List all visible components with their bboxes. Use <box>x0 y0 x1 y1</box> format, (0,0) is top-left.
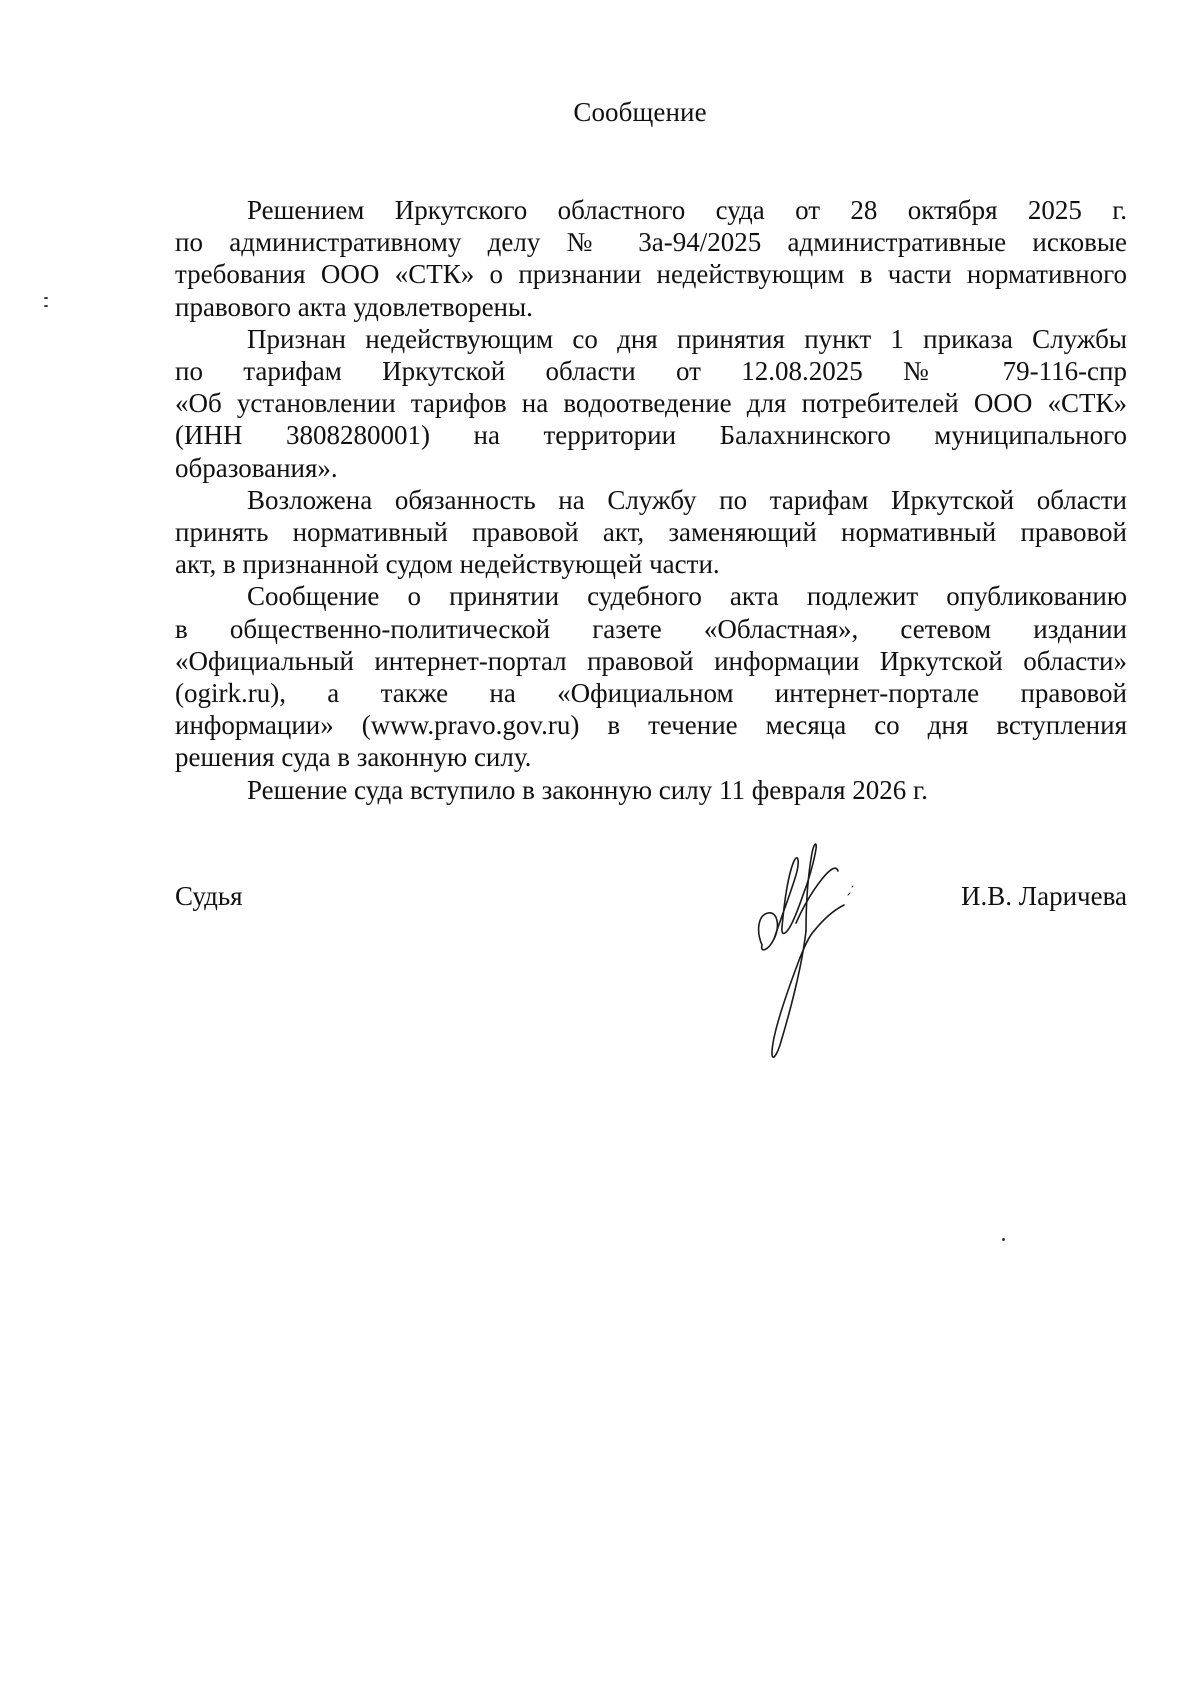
text-line: по тарифам Иркутской области от 12.08.2025 № 79-116-спр <box>175 356 1127 387</box>
text-line: Сообщение о принятии судебного акта подлежит опубликованию <box>247 581 1127 612</box>
paragraph-obligation <box>175 484 1127 581</box>
paragraph-decision <box>175 194 1127 323</box>
signer-role: Судья <box>175 881 243 911</box>
text-line: информации» (www.pravo.gov.ru) в течение месяца со дня вступления <box>175 710 1127 741</box>
text-line: принять нормативный правовой акт, заменяющий нормативный правовой <box>175 517 1127 548</box>
text-line: Признан недействующим со дня принятия пункт 1 приказа Службы <box>247 323 1127 354</box>
text-line: требования ООО «СТК» о признании недействующим в части нормативного <box>175 259 1127 290</box>
paragraph-effective-date <box>175 774 1127 806</box>
scan-speck <box>44 305 48 307</box>
text-line: в общественно-политической газете «Областная», сетевом издании <box>175 613 1127 644</box>
text-line: Решением Иркутского областного суда от 28 октября 2025 г. <box>247 195 1127 225</box>
document-body <box>175 194 1127 806</box>
text-line: Решение суда вступило в законную силу 11 февраля 2026 г. <box>247 774 928 805</box>
text-line: (ogirk.ru), а также на «Официальном интернет-портале правовой <box>175 678 1127 709</box>
text-line: (ИНН 3808280001) на территории Балахнинского муниципального <box>175 420 1127 451</box>
text-line: «Официальный интернет-портал правовой информации Иркутской области» <box>175 645 1127 676</box>
text-line: решения суда в законную силу. <box>175 742 532 773</box>
document-title: Сообщение <box>573 97 707 127</box>
signer-name: И.В. Ларичева <box>961 881 1127 911</box>
text-line: акт, в признанной судом недействующей части. <box>175 549 720 580</box>
paragraph-invalidated <box>175 323 1127 484</box>
handwritten-signature <box>752 835 872 1065</box>
paragraph-publication <box>175 580 1127 773</box>
scan-speck <box>1002 1238 1005 1241</box>
text-line: по административному делу № 3а-94/2025 административные исковые <box>175 227 1127 258</box>
scan-speck <box>44 297 48 299</box>
text-line: Возложена обязанность на Службу по тарифам Иркутской области <box>247 484 1127 515</box>
text-line: правового акта удовлетворены. <box>175 291 533 322</box>
text-line: образования». <box>175 452 338 483</box>
text-line: «Об установлении тарифов на водоотведение для потребителей ООО «СТК» <box>175 388 1127 419</box>
